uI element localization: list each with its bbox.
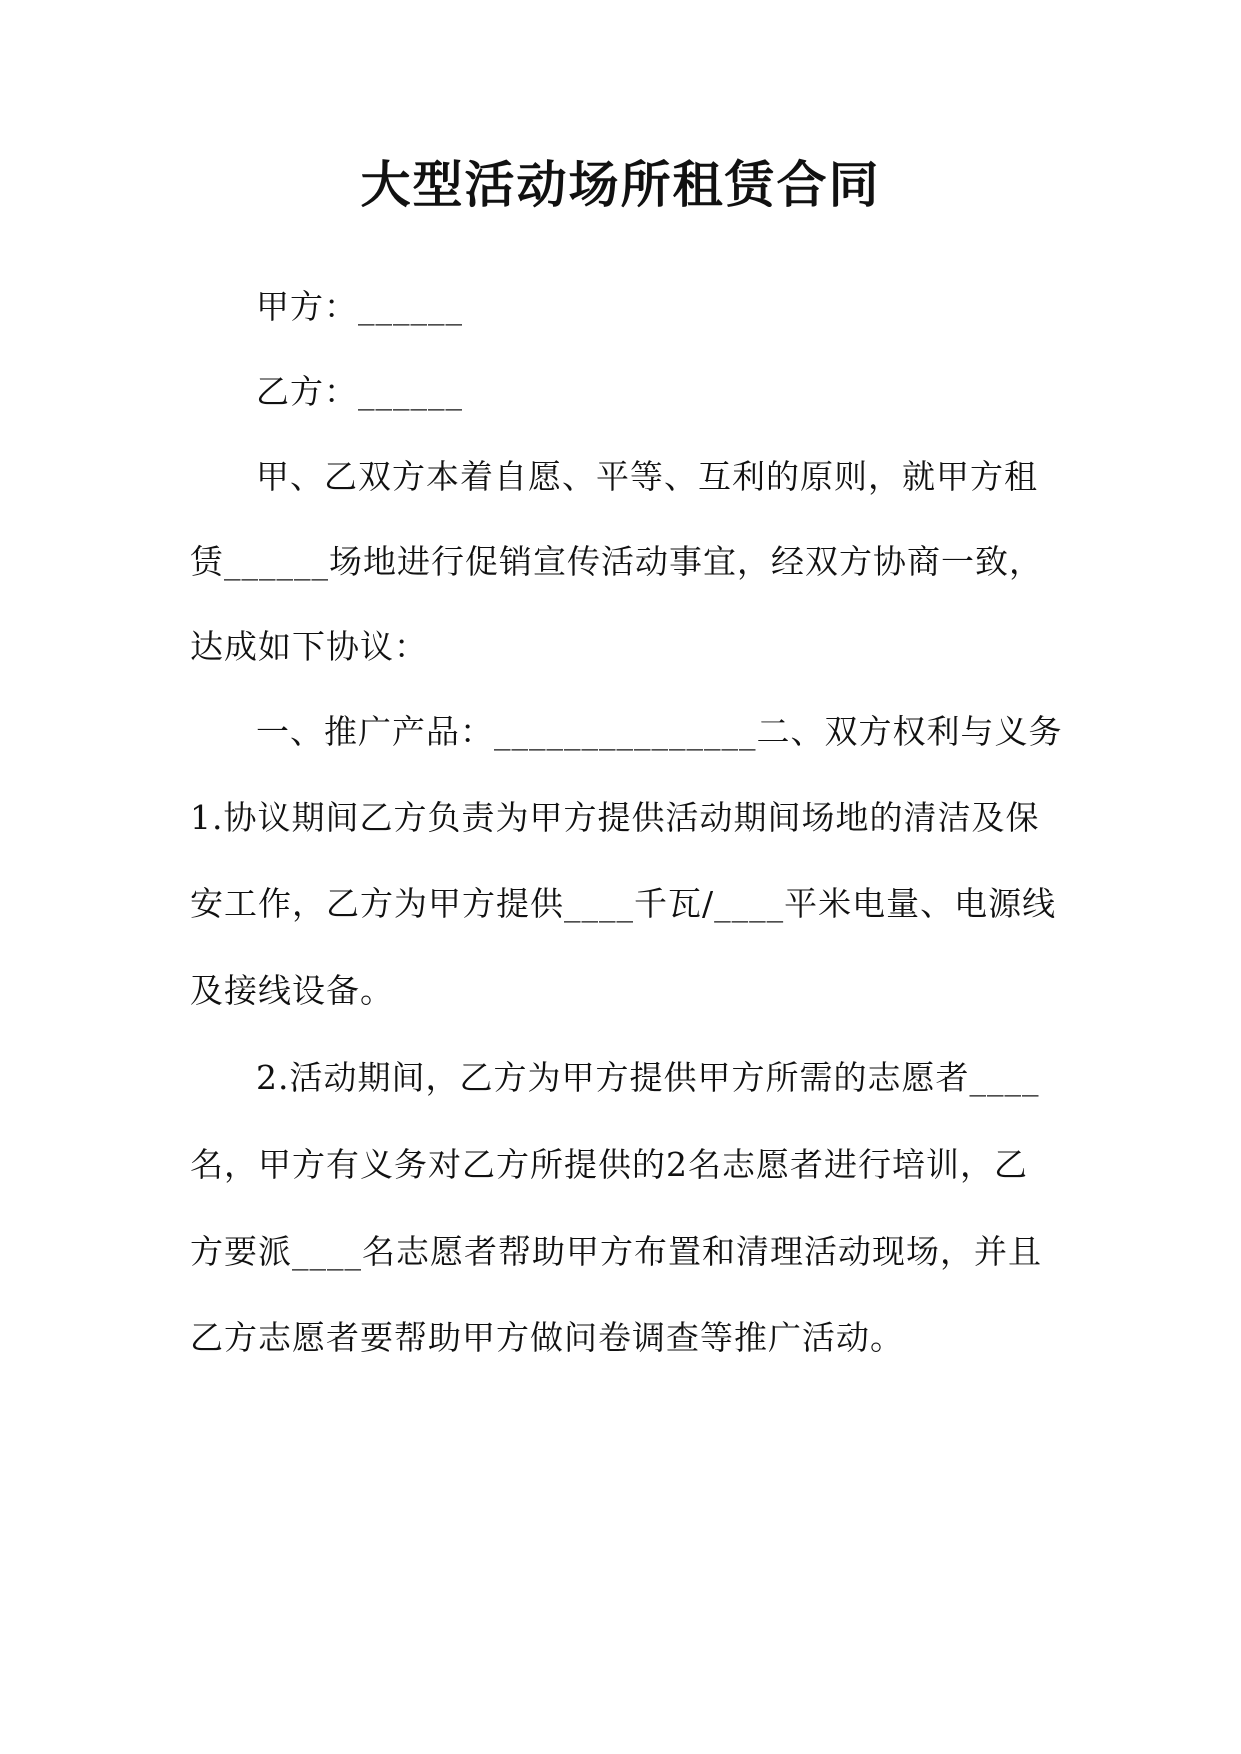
- clause-2-line-1: 2.活动期间，乙方为甲方提供甲方所需的志愿者____: [256, 1058, 1040, 1097]
- intro-paragraph-line-3: 达成如下协议：: [190, 627, 428, 666]
- document-title: 大型活动场所租赁合同: [360, 155, 881, 214]
- clause-1-line-2: 安工作，乙方为甲方提供____千瓦/____平米电量、电源线: [190, 884, 1057, 923]
- party-b-line: 乙方：______: [256, 372, 463, 411]
- section-one-line: 一、推广产品：_______________二、双方权利与义务: [256, 712, 1063, 751]
- clause-1-line-1: 1.协议期间乙方负责为甲方提供活动期间场地的清洁及保: [190, 798, 1040, 837]
- intro-paragraph-line-2: 赁______场地进行促销宣传活动事宜，经双方协商一致，: [190, 542, 1043, 581]
- party-a-line: 甲方：______: [256, 287, 463, 326]
- clause-2-line-2: 名，甲方有义务对乙方所提供的2名志愿者进行培训，乙: [190, 1145, 1028, 1184]
- clause-2-line-4: 乙方志愿者要帮助甲方做问卷调查等推广活动。: [190, 1318, 904, 1357]
- intro-paragraph-line-1: 甲、乙双方本着自愿、平等、互利的原则，就甲方租: [256, 457, 1038, 496]
- clause-1-line-3: 及接线设备。: [190, 971, 394, 1010]
- clause-2-line-3: 方要派____名志愿者帮助甲方布置和清理活动现场，并且: [190, 1232, 1042, 1271]
